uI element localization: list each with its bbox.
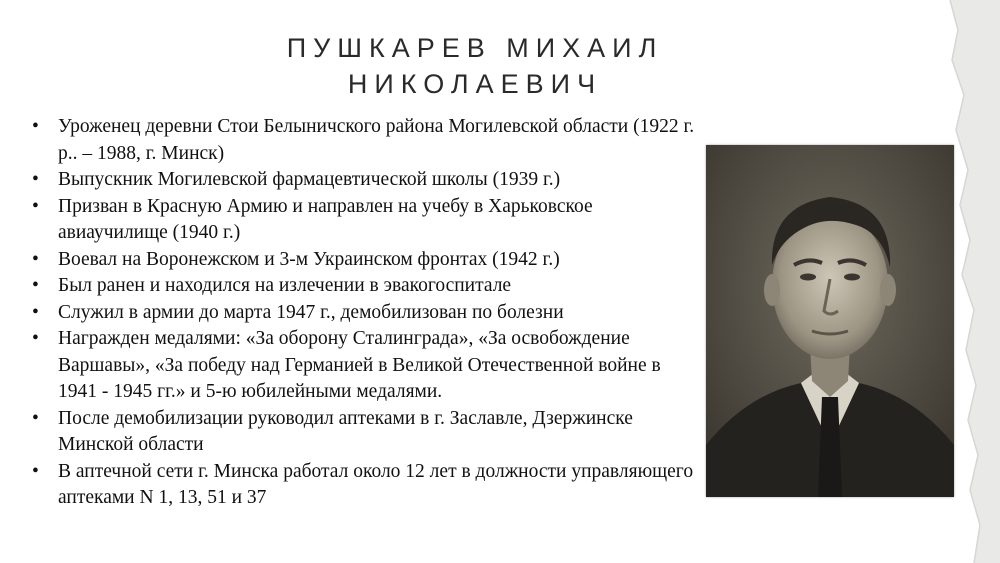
page-title xyxy=(0,30,950,102)
list-item: • Был ранен и находился на излечении в эвакогоспитале xyxy=(32,273,702,300)
list-item: • Награжден медалями: «За оборону Сталинграда», «За освобождение Варшавы», «За победу над Германией в Великой Отечественной войне в 1941 - 1945 гг.» и 5-ю юбилейными медалями. xyxy=(32,326,702,406)
list-item: • Уроженец деревни Стои Белыничского района Могилевской области (1922 г. р.. – 1988, г. Минск) xyxy=(32,114,702,167)
portrait-illustration xyxy=(706,145,954,497)
list-item: • Служил в армии до марта 1947 г., демобилизован по болезни xyxy=(32,300,702,327)
list-item: • В аптечной сети г. Минска работал около 12 лет в должности управляющего аптеками N 1, 13, 51 и 37 xyxy=(32,459,702,512)
list-item: • Призван в Красную Армию и направлен на учебу в Харьковское авиаучилище (1940 г.) xyxy=(32,194,702,247)
portrait-photo xyxy=(706,145,954,497)
list-item: • Выпускник Могилевской фармацевтической школы (1939 г.) xyxy=(32,167,702,194)
list-item: • После демобилизации руководил аптеками в г. Заславле, Дзержинске Минской области xyxy=(32,406,702,459)
list-item: • Воевал на Воронежском и 3-м Украинском фронтах (1942 г.) xyxy=(32,247,702,274)
biography-list xyxy=(32,114,702,512)
title-line-2: НИКОЛАЕВИЧ xyxy=(347,69,603,99)
title-line-1: ПУШКАРЕВ МИХАИЛ xyxy=(286,33,664,63)
